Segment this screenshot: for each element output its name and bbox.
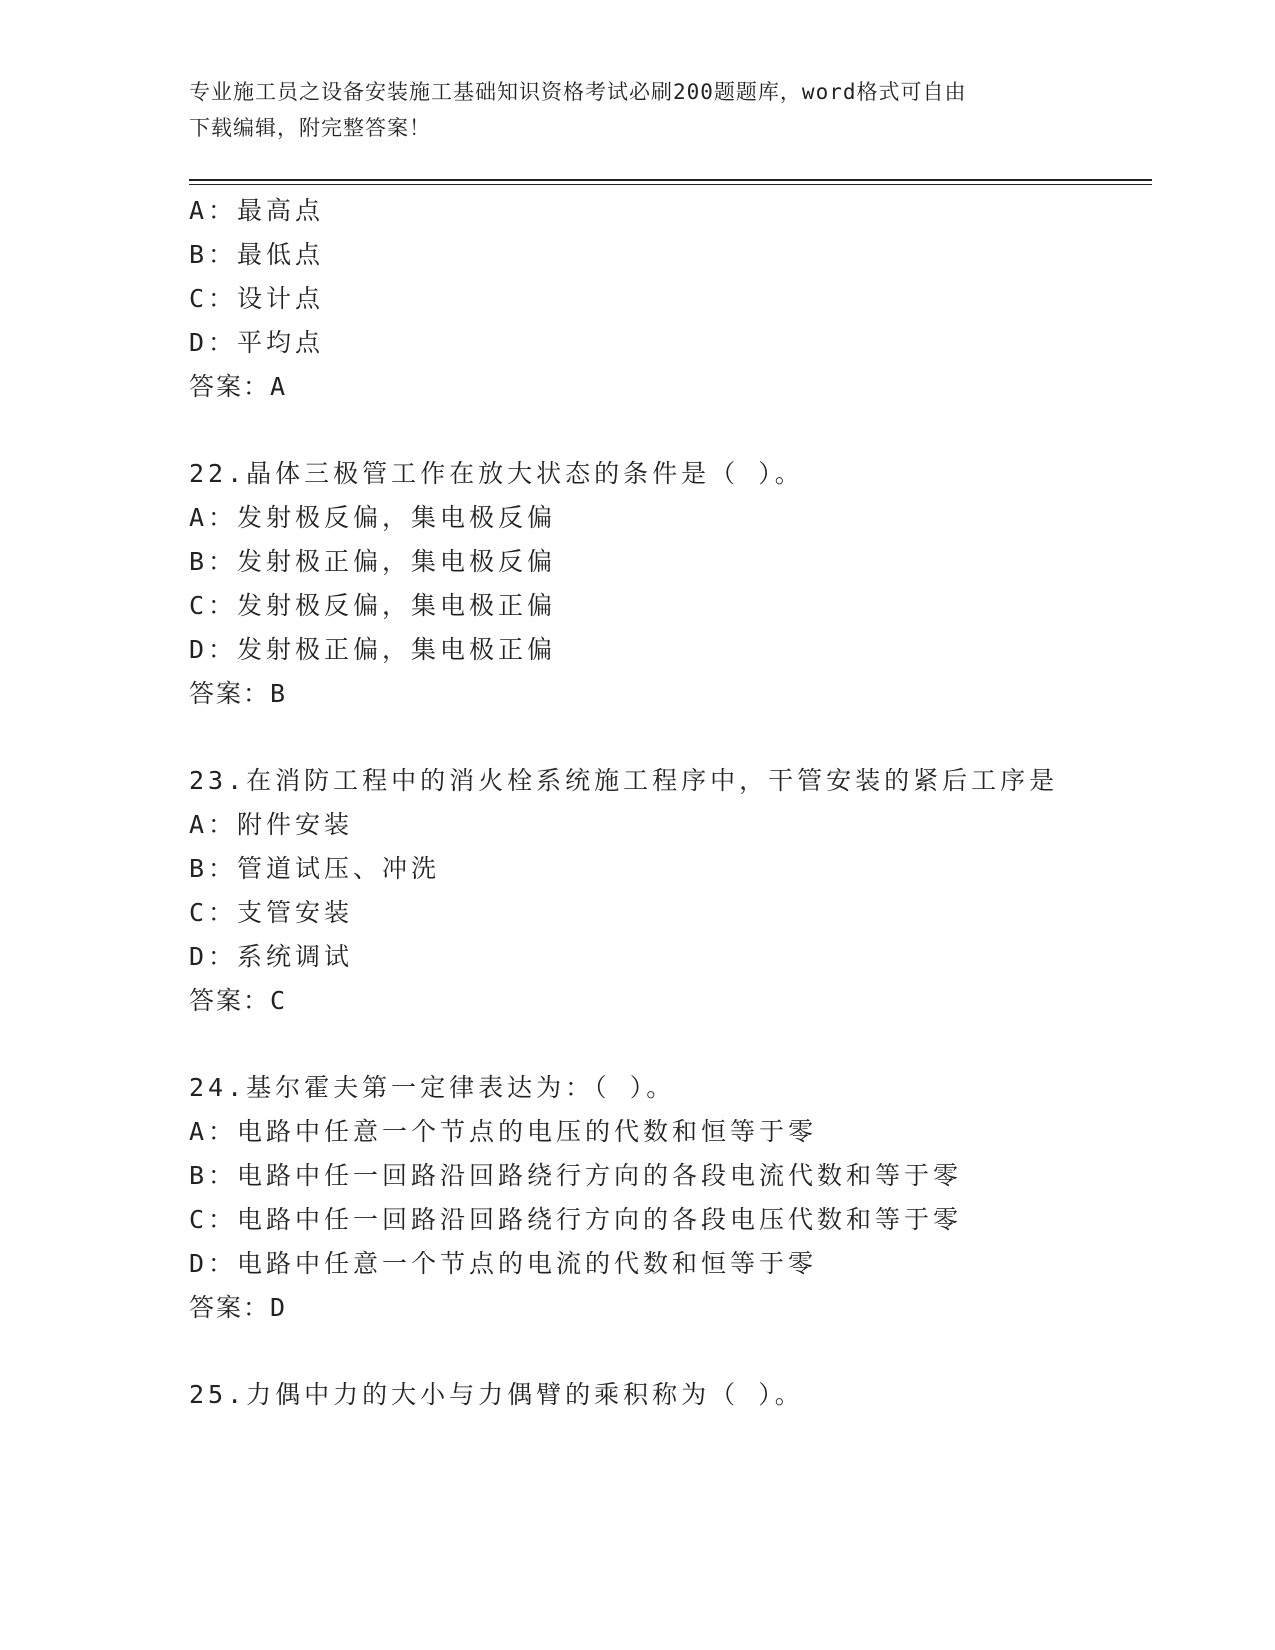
q23-question: 23.在消防工程中的消火栓系统施工程序中，干管安装的紧后工序是 (189, 766, 1059, 795)
q21-option-b: B：最低点 (189, 240, 325, 269)
answer-value: A (270, 372, 288, 401)
q24-option-c: C：电路中任一回路沿回路绕行方向的各段电压代数和等于零 (189, 1205, 963, 1234)
header-title-line-1: 专业施工员之设备安装施工基础知识资格考试必刷200题题库，word格式可自由 (189, 80, 967, 104)
q22-option-d: D：发射极正偏，集电极正偏 (189, 635, 557, 664)
q23-answer (189, 984, 287, 1018)
q23-option-d: D：系统调试 (189, 942, 354, 971)
answer-label: 答案： (189, 986, 271, 1015)
q24-option-b: B：电路中任一回路沿回路绕行方向的各段电流代数和等于零 (189, 1161, 963, 1190)
q23-option-a: A：附件安装 (189, 810, 354, 839)
q24-option-d: D：电路中任意一个节点的电流的代数和恒等于零 (189, 1249, 818, 1278)
answer-value: D (270, 1293, 288, 1322)
q25-question: 25.力偶中力的大小与力偶臂的乘积称为（ ）。 (189, 1380, 804, 1409)
document-header (189, 74, 1089, 146)
q21-option-d: D：平均点 (189, 328, 325, 357)
header-divider (189, 179, 1152, 185)
q21-answer (189, 370, 287, 404)
q24-question: 24.基尔霍夫第一定律表达为：（ ）。 (189, 1073, 676, 1102)
answer-value: B (270, 679, 288, 708)
answer-label: 答案： (189, 372, 271, 401)
q22-question: 22.晶体三极管工作在放大状态的条件是（ ）。 (189, 459, 804, 488)
q22-answer (189, 677, 287, 711)
q21-option-c: C：设计点 (189, 284, 325, 313)
header-title-line-2: 下载编辑，附完整答案！ (189, 116, 431, 140)
q22-option-b: B：发射极正偏，集电极反偏 (189, 547, 557, 576)
q21-option-a: A：最高点 (189, 196, 325, 225)
q24-option-a: A：电路中任意一个节点的电压的代数和恒等于零 (189, 1117, 818, 1146)
q23-option-b: B：管道试压、冲洗 (189, 854, 441, 883)
q22-option-c: C：发射极反偏，集电极正偏 (189, 591, 557, 620)
q23-option-c: C：支管安装 (189, 898, 354, 927)
q24-answer (189, 1291, 287, 1325)
answer-label: 答案： (189, 679, 271, 708)
answer-value: C (270, 986, 288, 1015)
q22-option-a: A：发射极反偏，集电极反偏 (189, 503, 557, 532)
answer-label: 答案： (189, 1293, 271, 1322)
